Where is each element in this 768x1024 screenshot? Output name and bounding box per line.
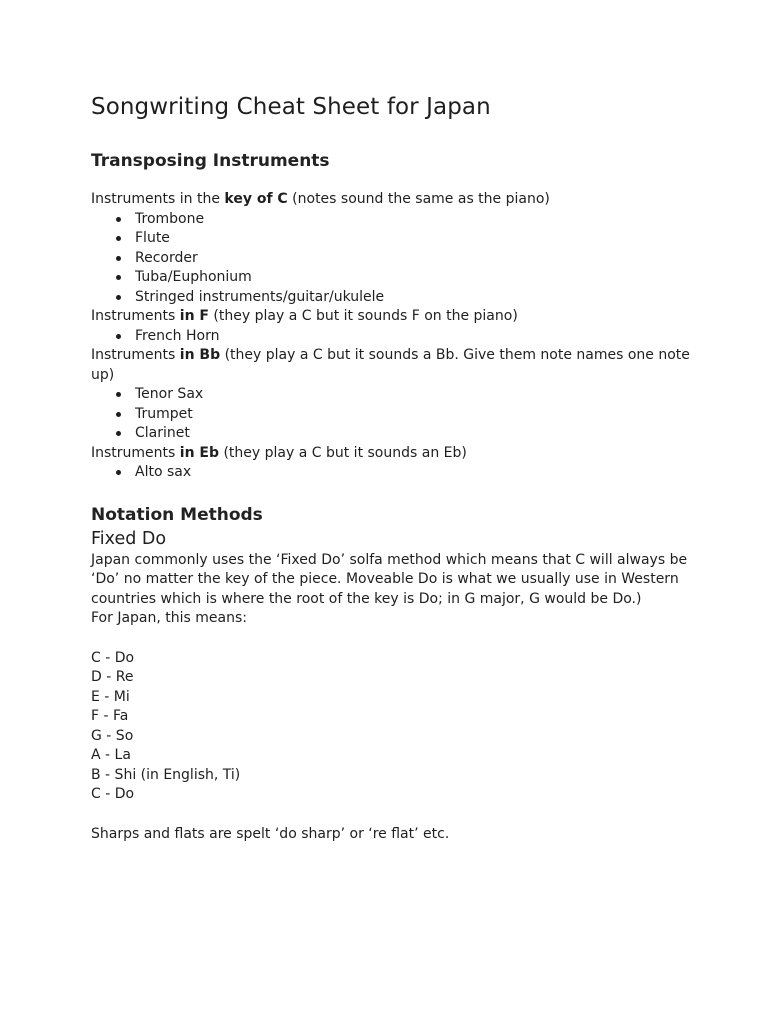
group-key: in Bb <box>179 347 221 363</box>
instrument-list <box>91 463 691 483</box>
fixed-do-intro: For Japan, this means: <box>91 610 247 626</box>
group-suffix: (they play a C but it sounds F on the piano) <box>208 308 518 324</box>
list-item: Stringed instruments/guitar/ukulele <box>113 288 691 308</box>
transposing-group-eb <box>91 444 691 483</box>
group-intro <box>91 190 691 210</box>
transposing-heading: Transposing Instruments <box>91 151 330 171</box>
transposing-group-f <box>91 307 691 346</box>
group-intro <box>91 444 691 464</box>
group-prefix: Instruments in the <box>91 191 225 207</box>
solfa-list <box>91 649 691 805</box>
page-title: Songwriting Cheat Sheet for Japan <box>91 94 491 120</box>
group-intro <box>91 307 691 327</box>
solfa-line: C - Do <box>91 649 135 666</box>
list-item: Alto sax <box>113 463 691 483</box>
group-key: in Eb <box>179 444 220 461</box>
instrument-list <box>91 385 691 444</box>
spacer <box>91 173 691 190</box>
list-item: Tuba/Euphonium <box>113 268 691 288</box>
solfa-line: E - Mi <box>91 688 130 705</box>
fixed-do-paragraph: Japan commonly uses the ‘Fixed Do’ solfa method which means that C will always be ‘Do’ no matter the key of the piece. Moveable Do is what we usually use in Western countries which is where the root of the key is Do; in G major, G would be Do.) <box>91 551 688 607</box>
group-prefix: Instruments <box>91 347 180 363</box>
group-key: in F <box>179 308 209 324</box>
group-intro <box>91 346 691 385</box>
solfa-line: A - La <box>91 747 131 763</box>
solfa-line: B - Shi (in English, Ti) <box>91 766 241 783</box>
transposing-group-bb <box>91 346 691 444</box>
sharps-flats-note: Sharps and flats are spelt ‘do sharp’ or ‘re flat’ etc. <box>91 825 450 842</box>
instrument-list <box>91 327 691 347</box>
list-item: Trombone <box>113 210 691 230</box>
group-key: key of C <box>224 191 288 207</box>
document-page <box>91 92 691 844</box>
group-suffix: (they play a C but it sounds a Bb. Give them note names one note up) <box>91 347 690 383</box>
solfa-line: D - Re <box>91 669 134 685</box>
group-prefix: Instruments <box>91 444 180 461</box>
list-item: Clarinet <box>113 424 691 444</box>
fixed-do-subheading: Fixed Do <box>91 528 167 549</box>
spacer <box>91 805 691 825</box>
solfa-line: F - Fa <box>91 708 129 724</box>
solfa-line: C - Do <box>91 786 135 802</box>
group-suffix: (notes sound the same as the piano) <box>287 191 550 207</box>
group-prefix: Instruments <box>91 308 180 324</box>
list-item: Trumpet <box>113 405 691 425</box>
instrument-list <box>91 210 691 308</box>
group-suffix: (they play a C but it sounds an Eb) <box>219 444 467 461</box>
list-item: Flute <box>113 229 691 249</box>
spacer <box>91 629 691 649</box>
list-item: French Horn <box>113 327 691 347</box>
transposing-group-c <box>91 190 691 307</box>
notation-heading: Notation Methods <box>91 504 263 525</box>
solfa-line: G - So <box>91 727 134 744</box>
list-item: Recorder <box>113 249 691 269</box>
list-item: Tenor Sax <box>113 385 691 405</box>
